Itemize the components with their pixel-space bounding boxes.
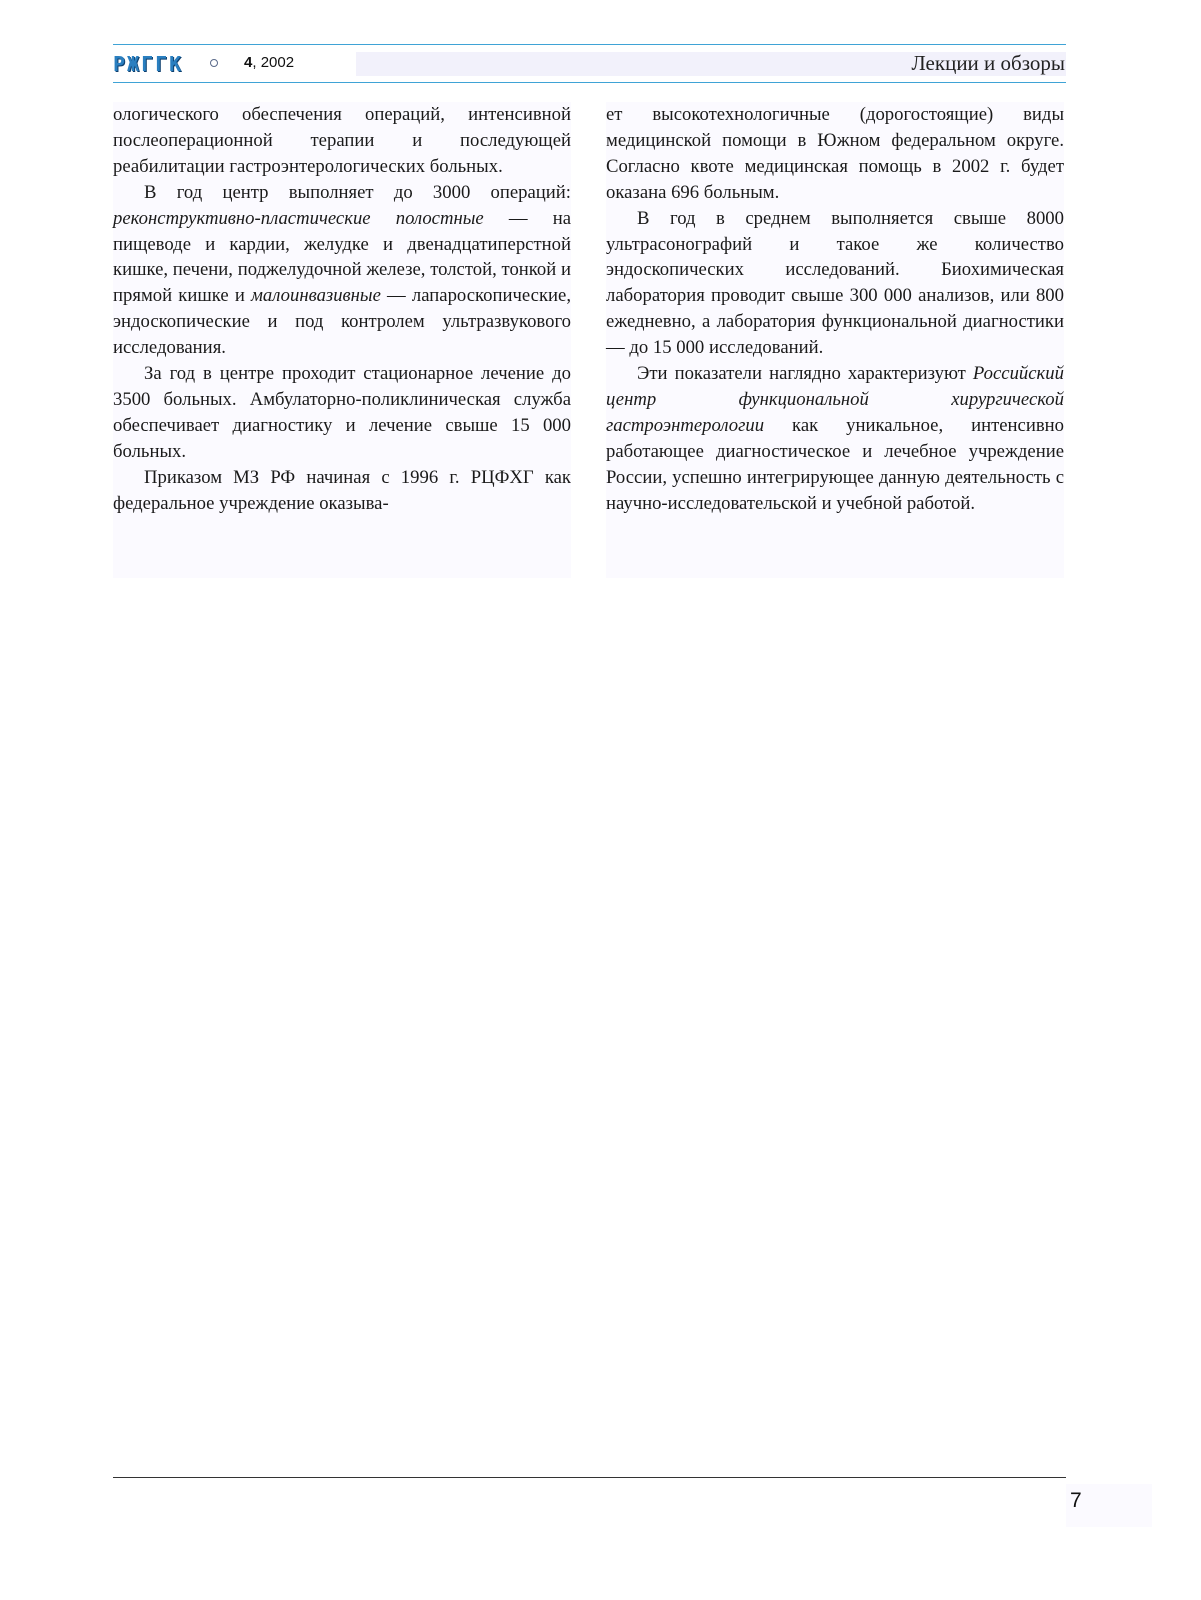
footer-rule	[113, 1477, 1066, 1478]
paragraph: В год в среднем выполняется свыше 8000 ультрасонографий и такое же количество эндоскопических исследований. Биохимическая лаборатория проводит свыше 300 000 анализов, или 800 ежедневно, а лаборатория функциональной диагностики — до 15 000 исследований.	[606, 207, 1064, 359]
emphasis: реконструктивно-пластические полостные	[113, 207, 484, 229]
text-span: Эти показатели наглядно характеризуют	[637, 363, 973, 385]
emphasis: малоинвазивные	[250, 285, 381, 307]
text-span: — лапароскопические, эндоскопические и под контролем ультразвукового исследования.	[113, 285, 571, 359]
right-column	[606, 102, 1064, 578]
issue-number: 4	[244, 54, 253, 71]
paragraph: ологического обеспечения операций, интенсивной послеоперационной терапии и последующей реабилитации гастроэнтерологических больных.	[113, 104, 571, 177]
section-title: Лекции и обзоры	[911, 51, 1065, 75]
text-span: — на пищеводе и кардии, желудке и двенадцатиперстной кишке, печени, поджелудочной железе, толстой, тонкой и прямой кишке и	[113, 207, 571, 307]
left-column	[113, 102, 571, 578]
text-span: как уникальное, интенсивно работающее диагностическое и лечебное учреждение России, успешно интегрирующее данную деятельность с научно-исследовательской и учебной работой.	[606, 414, 1064, 514]
paragraph	[606, 361, 1064, 516]
text-span: В год центр выполняет до 3000 операций:	[144, 181, 571, 203]
bullet-icon	[210, 59, 218, 67]
header-top-rule	[113, 44, 1066, 45]
paragraph	[113, 180, 571, 361]
issue-comma: ,	[252, 54, 261, 71]
emphasis: Российский центр функциональной хирургической гастроэнтерологии	[606, 363, 1064, 436]
journal-logo: РЖГГК	[113, 52, 184, 76]
paragraph: Приказом МЗ РФ начиная с 1996 г. РЦФХГ как федеральное учреждение оказыва-	[113, 466, 571, 514]
paragraph: За год в центре проходит стационарное лечение до 3500 больных. Амбулаторно-поликлиническая служба обеспечивает диагностику и лечение свыше 15 000 больных.	[113, 363, 571, 462]
issue-year: 2002	[260, 54, 295, 71]
page-number: 7	[1070, 1489, 1082, 1512]
issue-info	[244, 52, 294, 74]
paragraph: ет высокотехнологичные (дорогостоящие) виды медицинской помощи в Южном федеральном округе. Согласно квоте медицинская помощь в 2002 г. будет оказана 696 больным.	[606, 104, 1064, 203]
header-bottom-rule	[113, 82, 1066, 83]
